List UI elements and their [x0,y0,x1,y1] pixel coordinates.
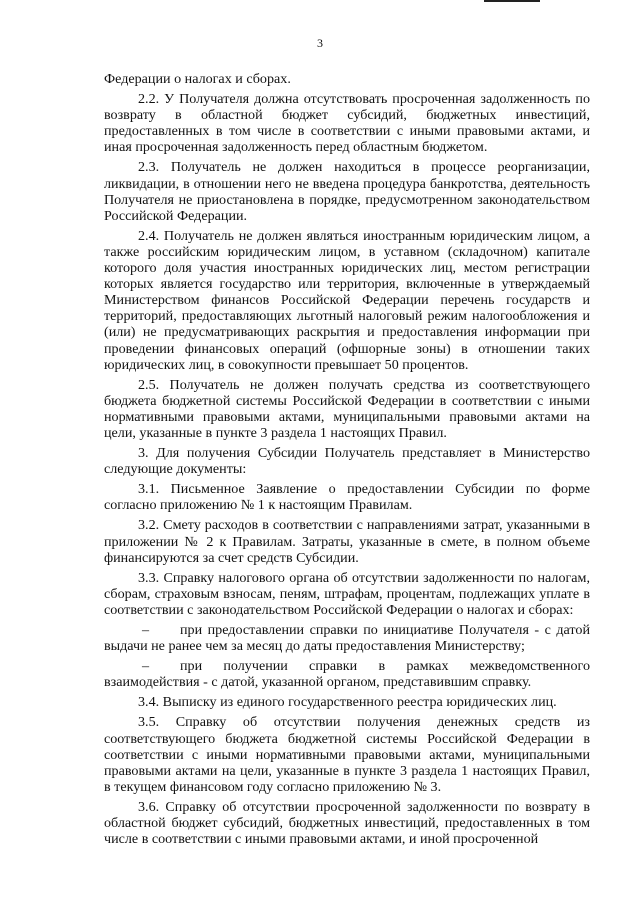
paragraph-3-3: 3.3. Справку налогового органа об отсутствии задолженности по налогам, сборам, страховым взносам, пеням, штрафам, процентам, подлежащих уплате в соответствии с законодательством Российской Федерации о налогах и сборах: [104,569,590,618]
header-rule [484,0,540,2]
paragraph-3: 3. Для получения Субсидии Получатель представляет в Министерство следующие документы: [104,445,590,478]
dash-list-item [104,658,590,690]
paragraph-2-5: 2.5. Получатель не должен получать средства из соответствующего бюджета бюджетной системы Российской Федерации в соответствии с иными нормативными правовыми актами, муниципальными правовыми актами на цели, указанные в пункте 3 раздела 1 настоящих Правил. [104,376,590,441]
paragraph-3-1: 3.1. Письменное Заявление о предоставлении Субсидии по форме согласно приложению № 1 к настоящим Правилам. [104,481,590,514]
dash-marker: – [142,622,150,638]
paragraph-3-2: 3.2. Смету расходов в соответствии с направлениями затрат, указанными в приложении № 2 к Правилам. Затраты, указанные в смете, в полном объеме финансируются за счет средств Субсидии. [104,517,590,566]
document-body [104,71,590,851]
dash-text: при предоставлении справки по инициативе Получателя - с датой выдачи не ранее чем за месяц до даты предоставления Министерству; [104,622,590,655]
dash-list-item [104,622,590,654]
dash-text: при получении справки в рамках межведомственного взаимодействия - с датой, указанной органом, представившим справку. [104,658,590,691]
paragraph-3-5: 3.5. Справку об отсутствии получения денежных средств из соответствующего бюджета бюджетной системы Российской Федерации в соответствии с иными нормативными правовыми актами, муниципальными правовыми актами на цели, указанные в пункте 3 раздела 1 настоящих Правил, в текущем финансовом году согласно приложению № 3. [104,714,590,795]
paragraph-2-4: 2.4. Получатель не должен являться иностранным юридическим лицом, а также российским юридическим лицом, в уставном (складочном) капитале которого доля участия иностранных юридических лиц, местом регистрации которых является государство или территория, включенные в утверждаемый Министерством финансов Российской Федерации перечень государств и территорий, предоставляющих льготный налоговый режим налогообложения и (или) не предусматривающих раскрытия и предоставления информации при проведении финансовых операций (офшорные зоны) в отношении таких юридических лиц, в совокупности превышает 50 процентов. [104,227,590,373]
paragraph-2-3: 2.3. Получатель не должен находиться в процессе реорганизации, ликвидации, в отношении него не введена процедура банкротства, деятельность Получателя не приостановлена в порядке, предусмотренном законодательством Российской Федерации. [104,159,590,224]
paragraph-2-2: 2.2. У Получателя должна отсутствовать просроченная задолженность по возврату в областной бюджет субсидий, бюджетных инвестиций, предоставленных в том числе в соответствии с иными правовыми актами, и иная просроченная задолженность перед областным бюджетом. [104,91,590,156]
paragraph-3-6: 3.6. Справку об отсутствии просроченной задолженности по возврату в областной бюджет субсидий, бюджетных инвестиций, предоставленных в том числе в соответствии с иными правовыми актами, и иной просроченной [104,798,590,848]
paragraph-3-4: 3.4. Выписку из единого государственного реестра юридических лиц. [138,694,557,711]
dash-marker: – [142,658,150,675]
paragraph-continuation: Федерации о налогах и сборах. [104,71,291,87]
page-number: 3 [317,36,323,50]
